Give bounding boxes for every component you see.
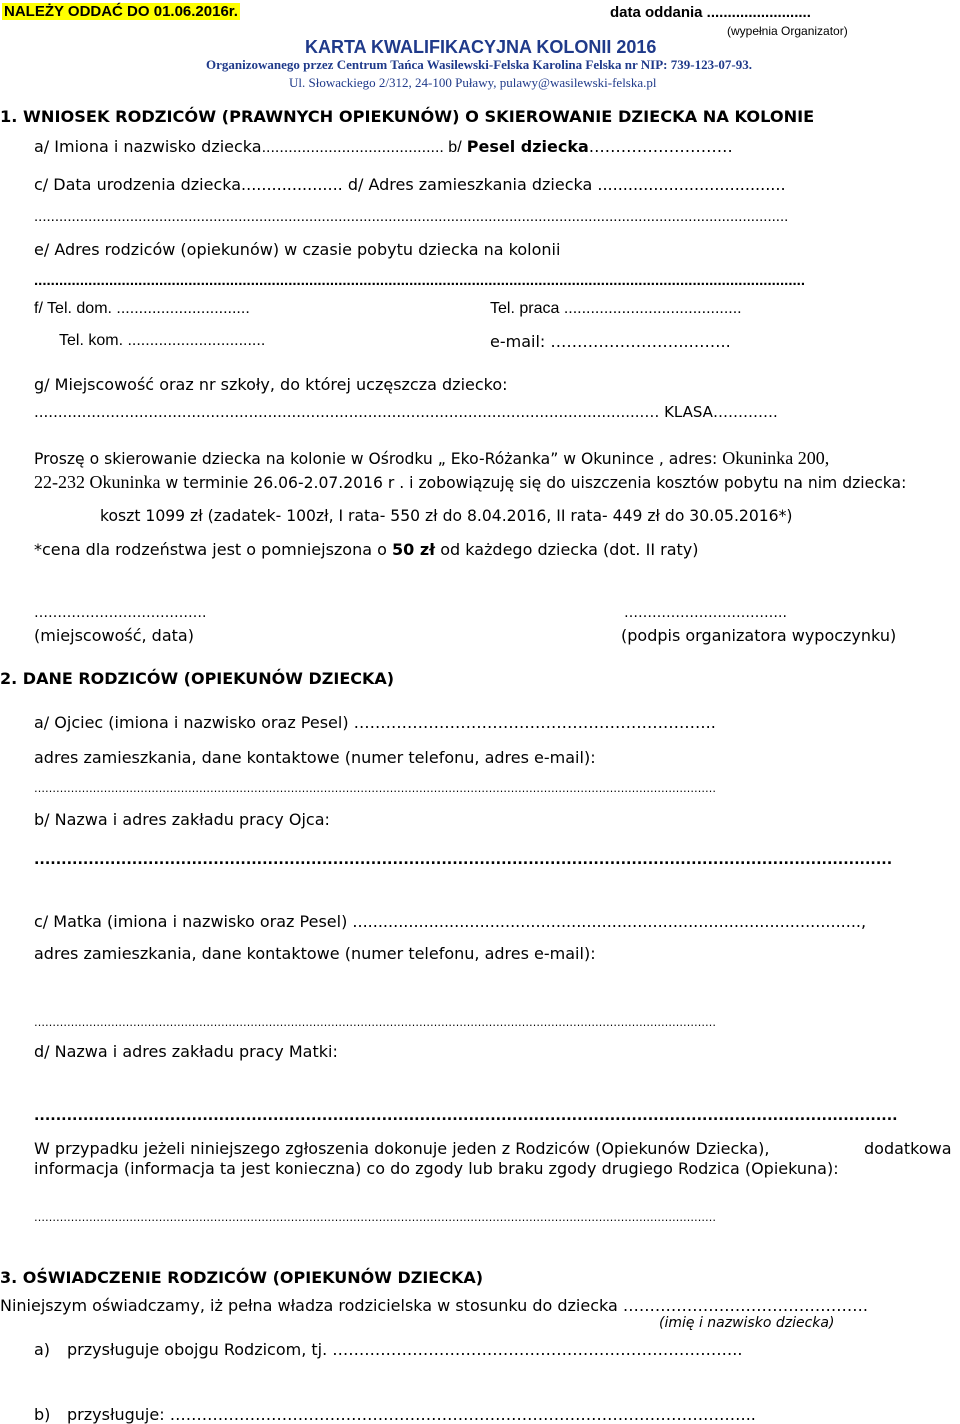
pesel-label: Pesel dziecka xyxy=(466,137,589,156)
organizer-line: Organizowanego przez Centrum Tańca Wasilewski-Felska Karolina Felska nr NIP: 739-123-07-93. xyxy=(206,57,752,72)
request-line-2 xyxy=(34,472,906,493)
sibling-text-c: od każdego dziecka (dot. II raty) xyxy=(440,540,699,559)
birthdate-address-row[interactable]: c/ Data urodzenia dziecka.................... d/ Adres zamieszkania dziecka ..................................... xyxy=(34,175,786,194)
deadline-badge: NALEŻY ODDAĆ DO 01.06.2016r. xyxy=(4,3,238,20)
school-class-field[interactable]: ................................................................................................................................… KLASA…………. xyxy=(34,403,778,421)
resort-address-1: Okuninka 200, xyxy=(722,448,830,468)
child-name-field[interactable]: ......................................... b/ xyxy=(261,139,462,156)
pesel-field[interactable]: ……………………… xyxy=(588,137,733,156)
option-a-field[interactable]: przysługuje obojgu Rodzicom, tj. ………………………………………………………………….. xyxy=(67,1340,743,1359)
option-b-label: b) xyxy=(34,1405,51,1424)
father-contact-field[interactable]: …………………………………………………………………………………………………………………………………………………………………… xyxy=(34,782,716,795)
child-name-label: a/ Imiona i nazwisko dziecka xyxy=(34,137,262,156)
parents-address-field[interactable]: ......................................................................................................................................................................................... xyxy=(34,272,805,289)
mother-work-label: d/ Nazwa i adres zakładu pracy Matki: xyxy=(34,1042,338,1061)
section3-heading: 3. OŚWIADCZENIE RODZICÓW (OPIEKUNÓW DZIECKA) xyxy=(0,1268,484,1287)
custody-statement[interactable]: Niniejszym oświadczamy, iż pełna władza rodzicielska w stosunku do dziecka ………………………………………. xyxy=(0,1296,868,1315)
organizer-address: Ul. Słowackiego 2/312, 24-100 Puławy, pulawy@wasilewski-felska.pl xyxy=(289,75,657,90)
option-a-label: a) xyxy=(34,1340,51,1359)
mother-contact-field[interactable]: …………………………………………………………………………………………………………………………………………………………………… xyxy=(34,1016,716,1029)
note-line-2: informacja (informacja ta jest konieczna) co do zgody lub braku zgody drugiego Rodzica (Opiekuna): xyxy=(34,1159,839,1178)
sibling-discount-line xyxy=(34,540,699,559)
mobile-phone-field[interactable]: Tel. kom. ............................... xyxy=(59,332,266,349)
email-field[interactable]: e-mail: ……………………..…….. xyxy=(490,332,731,351)
child-name-hint: (imię i nazwisko dziecka) xyxy=(659,1315,835,1331)
parents-address-label: e/ Adres rodziców (opiekunów) w czasie pobytu dziecka na kolonii xyxy=(34,240,561,259)
sibling-text-a: *cena dla rodzeństwa jest o pomniejszona o xyxy=(34,540,387,559)
organizer-note: (wypełnia Organizator) xyxy=(727,24,848,38)
father-work-label: b/ Nazwa i adres zakładu pracy Ojca: xyxy=(34,810,330,829)
request-text-2: w terminie 26.06-2.07.2016 r . i zobowiązuję się do uiszczenia kosztów pobytu na nim dziecka: xyxy=(165,474,907,492)
organizer-signature-caption: (podpis organizatora wypoczynku) xyxy=(621,626,897,645)
address-dots-field[interactable]: ..................................................................................................................................................................................... xyxy=(34,208,789,225)
cost-line: koszt 1099 zł (zadatek- 100zł, I rata- 550 zł do 8.04.2016, II rata- 449 zł do 30.05.2016*) xyxy=(100,507,793,525)
father-work-field[interactable]: .............................................................................................................................................................. xyxy=(34,852,893,868)
resort-address-2: 22-232 Okuninka xyxy=(34,472,161,492)
father-field[interactable]: a/ Ojciec (imiona i nazwisko oraz Pesel) ………………………………………………………….. xyxy=(34,713,716,732)
place-date-dots[interactable]: ………………………………. xyxy=(34,605,207,621)
sibling-amount: 50 zł xyxy=(392,540,436,559)
section2-heading: 2. DANE RODZICÓW (OPIEKUNÓW DZIECKA) xyxy=(0,669,395,688)
page-title: KARTA KWALIFIKACYJNA KOLONII 2016 xyxy=(305,37,657,57)
option-b-field[interactable]: przysługuje: ……………………………………………………………………………………………….. xyxy=(67,1405,756,1424)
section1-heading: 1. WNIOSEK RODZICÓW (PRAWNYCH OPIEKUNÓW) O SKIEROWANIE DZIECKA NA KOLONIE xyxy=(0,107,815,126)
organizer-signature-dots[interactable]: …………………………….. xyxy=(624,605,787,621)
note-line-1-end: dodatkowa xyxy=(864,1139,952,1158)
mother-field[interactable]: c/ Matka (imiona i nazwisko oraz Pesel) ...................................................................................................., xyxy=(34,912,867,931)
consent-field[interactable]: …………………………………………………………………………………………………………………………………………………………………… xyxy=(34,1211,716,1224)
date-returned: data oddania ......................... xyxy=(610,4,811,21)
request-text-1: Proszę o skierowanie dziecka na kolonie w Ośrodku „ Eko-Różanka” w Okunince , adres: xyxy=(34,450,718,468)
mother-contact-label: adres zamieszkania, dane kontaktowe (numer telefonu, adres e-mail): xyxy=(34,944,596,963)
work-phone-field[interactable]: Tel. praca ........................................ xyxy=(490,300,742,317)
child-name-row xyxy=(34,137,733,157)
home-phone-field[interactable]: f/ Tel. dom. .............................. xyxy=(34,300,250,317)
school-label: g/ Miejscowość oraz nr szkoły, do której uczęszcza dziecko: xyxy=(34,375,508,394)
mother-work-field[interactable]: ............................................................................................................................................................... xyxy=(34,1108,898,1124)
note-line-1: W przypadku jeżeli niniejszego zgłoszenia dokonuje jeden z Rodziców (Opiekunów Dziecka), xyxy=(34,1139,770,1158)
request-line-1 xyxy=(34,448,829,469)
father-contact-label: adres zamieszkania, dane kontaktowe (numer telefonu, adres e-mail): xyxy=(34,748,596,767)
place-date-caption: (miejscowość, data) xyxy=(34,626,194,645)
